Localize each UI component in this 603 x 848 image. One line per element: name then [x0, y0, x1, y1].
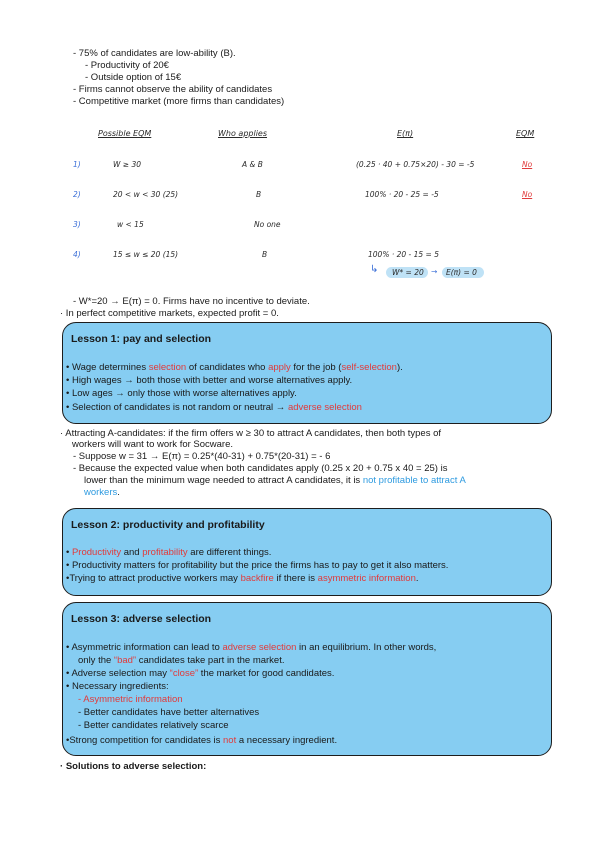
lesson-3-bullet-3: • Necessary ingredients: — [66, 681, 169, 692]
lesson-3-bullet-4: •Strong competition for candidates is not a necessary ingredient. — [66, 735, 338, 746]
lesson-1-title: Lesson 1: pay and selection — [71, 333, 212, 345]
intro-line-5: - Competitive market (more firms than candidates) — [73, 96, 285, 107]
lesson-1-bullet-3: • Low ages → only those with worse alternatives apply. — [66, 388, 297, 399]
intro-line-4: - Firms cannot observe the ability of candidates — [73, 84, 273, 95]
intro-line-1: - 75% of candidates are low-ability (B). — [73, 48, 236, 59]
table-header-possible-eqm: Possible EQM — [98, 129, 152, 138]
table-row-3-condition: w < 15 — [117, 220, 144, 229]
lesson-2-bullet-2: • Productivity matters for profitability but the price the firms has to pay to get it also matters. — [66, 560, 449, 571]
suppose-line: - Suppose w = 31 → E(π) = 0.25*(40-31) + 0.75*(20-31) = - 6 — [73, 451, 331, 462]
lesson-2-box — [62, 508, 552, 596]
lesson-1-bullet-4: • Selection of candidates is not random or neutral → adverse selection — [66, 402, 362, 413]
table-row-2-expected: 100% · 20 - 25 = -5 — [365, 190, 439, 199]
table-row-1-condition: W ≥ 30 — [113, 160, 142, 169]
table-row-1-eqm: No — [522, 160, 533, 169]
because-line-2: lower than the minimum wage needed to attract A candidates, it is not profitable to attract A — [84, 475, 466, 486]
table-row-2-who: B — [256, 190, 262, 199]
table-row-2-eqm: No — [522, 190, 533, 199]
table-row-2-num: 2) — [73, 190, 81, 199]
expected-profit-pill: E(π) = 0 — [442, 267, 484, 278]
table-header-who-applies: Who applies — [218, 129, 268, 138]
result-arrow-icon: ↳ — [370, 264, 379, 275]
lesson-2-bullet-3: •Trying to attract productive workers may backfire if there is asymmetric information. — [66, 573, 419, 584]
lesson-3-bullet-1: • Asymmetric information can lead to adverse selection in an equilibrium. In other words, — [66, 642, 437, 653]
lesson-1-bullet-2: • High wages → both those with better and worse alternatives apply. — [66, 375, 353, 386]
table-row-3-num: 3) — [73, 220, 81, 229]
lesson-3-bullet-1-cont: only the “bad” candidates take part in the market. — [78, 655, 285, 666]
lesson-3-title: Lesson 3: adverse selection — [71, 613, 212, 625]
lesson-3-box — [62, 602, 552, 756]
table-header-eqm: EQM — [516, 129, 535, 138]
equilibrium-wage-pill: W* = 20 — [386, 267, 428, 278]
because-line-1: - Because the expected value when both candidates apply (0.25 x 20 + 0.75 x 40 = 25) is — [73, 463, 448, 474]
lesson-2-bullet-1: • Productivity and profitability are different things. — [66, 547, 272, 558]
table-row-4-condition: 15 ≤ w ≤ 20 (15) — [113, 250, 179, 259]
table-row-4-expected: 100% · 20 - 15 = 5 — [368, 250, 439, 259]
pill-arrow-icon: → — [431, 267, 438, 276]
intro-line-2: - Productivity of 20€ — [85, 60, 169, 71]
table-row-4-who: B — [262, 250, 268, 259]
table-row-1-who: A & B — [242, 160, 263, 169]
lesson-1-bullet-1: • Wage determines selection of candidates who apply for the job (self-selection). — [66, 362, 403, 373]
because-line-3: workers. — [84, 487, 120, 498]
competitive-market-note: · In perfect competitive markets, expected profit = 0. — [60, 308, 279, 319]
intro-line-3: - Outside option of 15€ — [85, 72, 182, 83]
table-header-expected-profit: E(π) — [397, 129, 414, 138]
table-row-3-who: No one — [254, 220, 281, 229]
lesson-3-bullet-2: • Adverse selection may “close” the market for good candidates. — [66, 668, 335, 679]
attracting-a-line-1: · Attracting A-candidates: if the firm offers w ≥ 30 to attract A candidates, then both types of — [60, 428, 442, 439]
ingredient-2: - Better candidates have better alternatives — [78, 707, 260, 718]
table-row-2-condition: 20 < w < 30 (25) — [113, 190, 179, 199]
equilibrium-note: - W*=20 → E(π) = 0. Firms have no incentive to deviate. — [73, 296, 310, 307]
table-row-4-num: 4) — [73, 250, 81, 259]
attracting-a-line-2: workers will want to work for Socware. — [72, 439, 234, 450]
ingredient-3: - Better candidates relatively scarce — [78, 720, 229, 731]
lesson-1-box — [62, 322, 552, 424]
ingredient-1: - Asymmetric information — [78, 694, 183, 705]
table-row-1-num: 1) — [73, 160, 81, 169]
table-row-1-expected: (0.25 · 40 + 0.75×20) - 30 = -5 — [356, 160, 475, 169]
lesson-2-title: Lesson 2: productivity and profitability — [71, 519, 265, 531]
solutions-heading: · Solutions to adverse selection: — [60, 761, 207, 772]
